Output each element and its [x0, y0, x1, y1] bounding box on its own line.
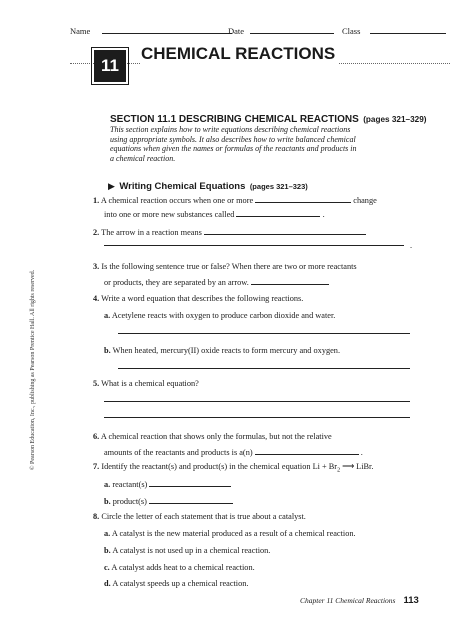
question-5: [93, 378, 199, 389]
option-text: A catalyst speeds up a chemical reaction.: [112, 579, 249, 588]
class-field[interactable]: [370, 24, 446, 34]
chapter-title: CHEMICAL REACTIONS: [141, 44, 339, 64]
name-label: Name: [70, 26, 91, 36]
section-intro-line: using appropriate symbols. It also describes how to write balanced chemical: [110, 134, 356, 144]
question-number: 4.: [93, 294, 100, 303]
option-letter: b.: [104, 497, 111, 506]
question-text: Identify the reactant(s) and product(s) in the chemical equation Li + Br: [101, 462, 338, 471]
question-8d[interactable]: [104, 578, 248, 589]
question-6: [93, 431, 332, 442]
option-letter[interactable]: a.: [104, 529, 111, 538]
question-3: [93, 261, 357, 272]
question-text: LiBr.: [356, 462, 374, 471]
question-number: 3.: [93, 262, 100, 271]
section-pages: (pages 321–329): [363, 115, 427, 124]
question-text: into one or more new substances called: [104, 210, 235, 219]
question-8a[interactable]: [104, 528, 356, 539]
question-text: A chemical reaction occurs when one or more: [100, 196, 254, 205]
question-3-line-2: [104, 275, 329, 288]
section-intro-line: a chemical reaction.: [110, 153, 176, 163]
section-title: SECTION 11.1 DESCRIBING CHEMICAL REACTIONS: [110, 114, 359, 125]
question-1-line-2: [104, 207, 325, 220]
question-text: Write a word equation that describes the following reactions.: [101, 294, 304, 303]
answer-blank[interactable]: [149, 477, 231, 487]
question-text: reactant(s): [112, 480, 148, 489]
question-number: 6.: [93, 432, 100, 441]
question-text: product(s): [112, 497, 147, 506]
option-letter: b.: [104, 346, 111, 355]
answer-line[interactable]: [118, 368, 410, 369]
answer-line[interactable]: [104, 245, 404, 246]
question-text: Acetylene reacts with oxygen to produce carbon dioxide and water.: [111, 311, 336, 320]
option-text: A catalyst is the new material produced as a result of a chemical reaction.: [111, 529, 356, 538]
question-text: A chemical reaction that shows only the formulas, but not the relative: [100, 432, 332, 441]
copyright-notice: © Pearson Education, Inc., publishing as Pearson Prentice Hall. All rights reserved.: [30, 269, 36, 470]
date-field[interactable]: [250, 24, 334, 34]
section-intro-line: This section explains how to write equations describing chemical reactions: [110, 125, 351, 134]
question-2-end: .: [410, 241, 413, 250]
name-field[interactable]: [102, 24, 232, 34]
question-text: What is a chemical equation?: [101, 379, 199, 388]
answer-blank[interactable]: [149, 494, 233, 504]
question-text: Is the following sentence true or false? When there are two or more reactants: [101, 262, 357, 271]
answer-blank[interactable]: [255, 193, 351, 203]
page-header: [70, 24, 450, 38]
question-text: When heated, mercury(II) oxide reacts to form mercury and oxygen.: [112, 346, 341, 355]
question-7a: [104, 477, 231, 490]
chapter-number: 11: [101, 56, 119, 75]
answer-line[interactable]: [118, 333, 410, 334]
question-2: [93, 225, 366, 238]
section-intro-line: equations when given the names or formulas of the reactants and products in: [110, 144, 357, 154]
question-text: or products, they are separated by an arrow.: [104, 278, 249, 287]
page-number: 113: [403, 595, 419, 606]
class-label: Class: [342, 26, 361, 36]
page-footer: [300, 590, 419, 608]
question-4: [93, 293, 303, 304]
question-number: 2.: [93, 228, 100, 237]
question-8c[interactable]: [104, 562, 255, 573]
question-4b: [104, 345, 340, 356]
question-text: Circle the letter of each statement that is true about a catalyst.: [101, 512, 306, 521]
option-letter[interactable]: c.: [104, 563, 110, 572]
question-8b[interactable]: [104, 545, 270, 556]
chapter-number-box: [94, 50, 126, 82]
question-text: amounts of the reactants and products is a(n): [104, 448, 253, 457]
subsection-title: Writing Chemical Equations: [119, 181, 246, 192]
question-7b: [104, 494, 233, 507]
question-number: 8.: [93, 512, 100, 521]
question-number: 1.: [93, 196, 100, 205]
question-7: [93, 461, 373, 477]
question-number: 7.: [93, 462, 100, 471]
question-text: .: [360, 448, 363, 457]
question-4a: [104, 310, 335, 321]
option-letter[interactable]: b.: [104, 546, 111, 555]
answer-blank[interactable]: [255, 445, 359, 455]
section-intro: [110, 125, 357, 163]
answer-line[interactable]: [104, 417, 410, 418]
option-letter: a.: [104, 480, 111, 489]
reaction-arrow: ⟶: [342, 462, 355, 471]
question-text: .: [322, 210, 325, 219]
subsection-heading: [108, 176, 308, 194]
answer-blank[interactable]: [204, 225, 366, 235]
question-8: [93, 511, 306, 522]
arrow-marker-icon: ▶: [108, 181, 115, 191]
question-number: 5.: [93, 379, 100, 388]
subsection-pages: (pages 321–323): [249, 182, 308, 191]
date-label: Date: [228, 26, 245, 36]
footer-chapter-label: Chapter 11 Chemical Reactions: [300, 596, 396, 605]
answer-blank[interactable]: [251, 275, 329, 285]
question-text: The arrow in a reaction means: [101, 228, 202, 237]
option-letter[interactable]: d.: [104, 579, 111, 588]
subscript: 2: [337, 467, 341, 474]
answer-blank[interactable]: [236, 207, 320, 217]
option-letter: a.: [104, 311, 111, 320]
question-6-line-2: [104, 445, 363, 458]
question-text: change: [353, 196, 377, 205]
question-1: [93, 193, 377, 206]
option-text: A catalyst is not used up in a chemical reaction.: [112, 546, 271, 555]
option-text: A catalyst adds heat to a chemical reaction.: [111, 563, 255, 572]
answer-line[interactable]: [104, 401, 410, 402]
